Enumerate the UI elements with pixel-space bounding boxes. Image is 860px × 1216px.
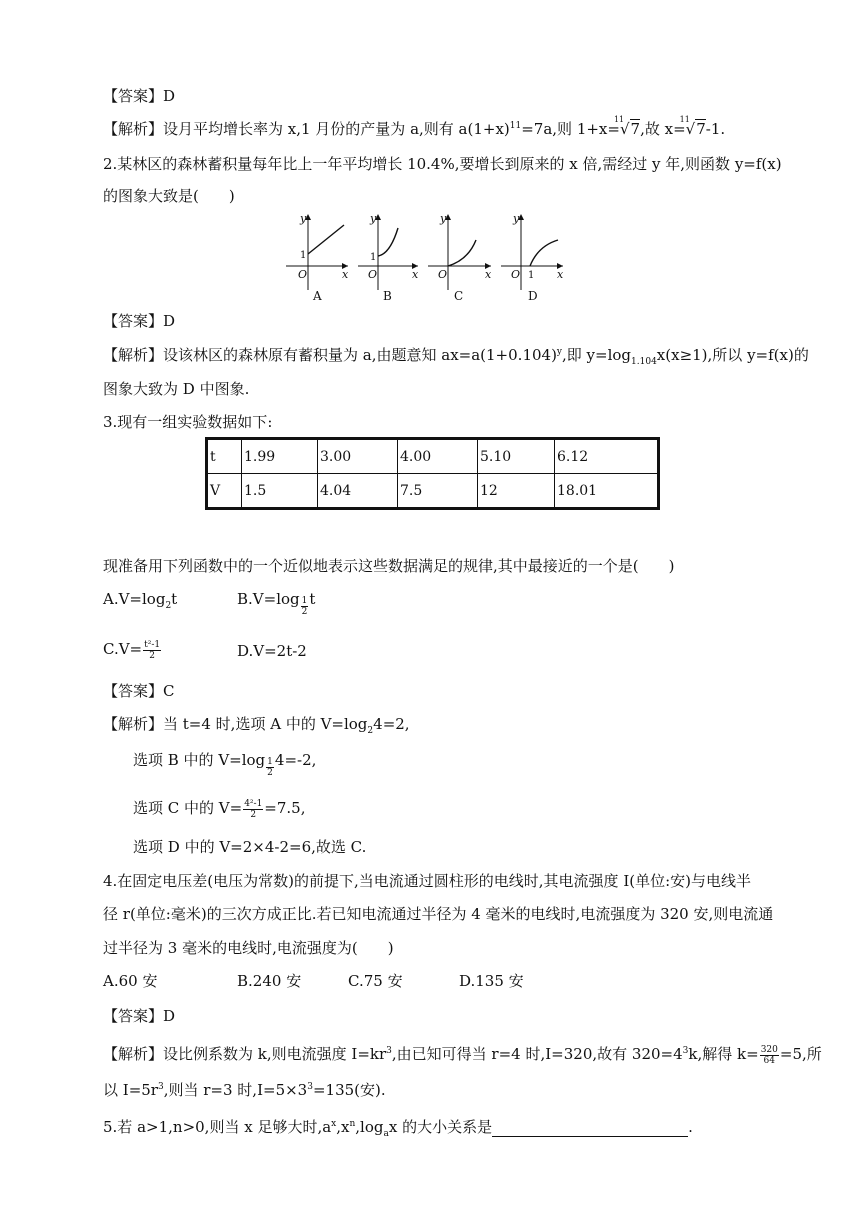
solution-text: 选项 C 中的 V= (133, 799, 243, 817)
exponent: 11 (509, 121, 522, 131)
solution-4-line-1 (103, 1044, 822, 1066)
solution-text: 【解析】设该林区的森林原有蓄积量为 a,由题意知 ax=a(1+0.104) (103, 346, 557, 364)
graph-c-curve (448, 240, 476, 266)
question-text: . (688, 1118, 693, 1136)
table-cell: 7.5 (398, 474, 478, 509)
exponent: n (349, 1119, 356, 1129)
radical: 11 √7 (686, 119, 706, 139)
log-base-fraction (301, 596, 309, 617)
solution-text: ,则当 r=3 时,I=5×3 (163, 1081, 308, 1099)
solution-text: ,由已知可得当 r=4 时,I=320,故有 320=4 (391, 1045, 683, 1063)
exponent: 3 (682, 1046, 689, 1056)
fraction (760, 1045, 779, 1066)
solution-text: 4=2, (373, 715, 410, 733)
option-text: t (309, 590, 316, 608)
x-axis-label: x (485, 268, 492, 281)
table-row (207, 439, 659, 474)
radical-index: 11 (679, 115, 690, 124)
option-c (103, 639, 162, 661)
option-b (237, 589, 315, 617)
denominator: 64 (763, 1055, 775, 1066)
y-axis-label: y (513, 212, 520, 225)
exponent: 3 (157, 1082, 164, 1092)
question-2-line-1: 2.某林区的森林蓄积量每年比上一年平均增长 10.4%,要增长到原来的 x 倍,需经过 y 年,则函数 y=f(x) (103, 155, 782, 173)
option-label-a: A (313, 289, 322, 303)
denominator: 2 (149, 650, 155, 661)
option-label-b: B (383, 289, 392, 303)
tick-label-one: 1 (370, 252, 377, 263)
numerator: 4²-1 (244, 798, 263, 809)
solution-text: =5,所 (779, 1045, 822, 1063)
table-cell: 6.12 (555, 439, 659, 474)
solution-text: 【解析】设月平均增长率为 x,1 月份的产量为 a,则有 a(1+x) (103, 120, 510, 138)
origin-label: O (511, 268, 521, 281)
denominator: 2 (250, 809, 257, 820)
solution-3-line-2 (133, 750, 316, 778)
solution-text: 选项 B 中的 V=log (133, 751, 266, 769)
solution-text: =7a,则 1+x= (521, 120, 620, 138)
graph-options-figure (286, 208, 576, 304)
graph-b-curve (378, 228, 398, 256)
option-label-d: D (528, 289, 538, 303)
solution-4-line-2 (103, 1080, 386, 1100)
question-2-line-2: 的图象大致是( ) (103, 187, 235, 205)
question-3-line-2: 现准备用下列函数中的一个近似地表示这些数据满足的规律,其中最接近的一个是( ) (103, 557, 675, 575)
question-4-option-b: B.240 安 (237, 972, 302, 990)
table-cell: 1.99 (242, 439, 318, 474)
solution-2-line-2: 图象大致为 D 中图象. (103, 380, 250, 398)
answer-label: 【答案】D (103, 1007, 176, 1025)
answer-label: 【答案】D (103, 312, 176, 330)
table-cell: 3.00 (318, 439, 398, 474)
numerator: t²-1 (144, 639, 161, 650)
solution-text: k,解得 k= (688, 1045, 759, 1063)
x-axis-label: x (342, 268, 349, 281)
origin-label: O (298, 268, 308, 281)
x-axis-label: x (412, 268, 419, 281)
solution-text: =135(安). (312, 1081, 386, 1099)
numerator: 1 (267, 757, 273, 767)
exponent: 3 (307, 1082, 313, 1092)
table-cell: 12 (478, 474, 555, 509)
question-4-line-2: 径 r(单位:毫米)的三次方成正比.若已知电流通过半径为 4 毫米的电线时,电流强度为 320 安,则电流通 (103, 905, 774, 923)
denominator: 2 (301, 607, 308, 617)
data-table (205, 437, 660, 510)
log-base: 2 (165, 601, 172, 611)
question-4-option-c: C.75 安 (348, 972, 403, 990)
table-cell: 18.01 (555, 474, 659, 509)
question-3-line-1: 3.现有一组实验数据如下: (103, 413, 273, 431)
option-text: A.V=log (103, 590, 166, 608)
y-axis-label: y (370, 212, 377, 225)
solution-text: -1. (705, 120, 726, 138)
numerator: 1 (301, 596, 308, 606)
solution-1 (103, 115, 726, 139)
denominator: 2 (267, 768, 273, 778)
solution-text: 【解析】设比例系数为 k,则电流强度 I=kr (103, 1045, 387, 1063)
y-axis-label: y (300, 212, 307, 225)
option-text: B.V=log (237, 590, 300, 608)
solution-2-line-1 (103, 345, 809, 365)
log-base: 2 (367, 726, 374, 736)
radical: 11 √7 (620, 119, 640, 139)
question-text: ,log (355, 1118, 384, 1136)
fraction (243, 799, 263, 820)
table-cell: 4.00 (398, 439, 478, 474)
tick-label-one: 1 (300, 250, 307, 261)
log-base-fraction (266, 757, 274, 778)
radical-index: 11 (613, 115, 625, 124)
solution-text: ,即 y=log (562, 346, 632, 364)
solution-3-line-4: 选项 D 中的 V=2×4-2=6,故选 C. (133, 838, 367, 856)
solution-text: 以 I=5r (103, 1081, 158, 1099)
question-text: x 的大小关系是 (388, 1118, 493, 1136)
answer-label: 【答案】C (103, 682, 175, 700)
question-4-option-d: D.135 安 (459, 972, 524, 990)
solution-text: 4=-2, (274, 751, 317, 769)
table-cell: 1.5 (242, 474, 318, 509)
question-4-line-1: 4.在固定电压差(电压为常数)的前提下,当电流通过圆柱形的电线时,其电流强度 I(单位:安)与电线半 (103, 872, 752, 890)
exponent: 3 (386, 1046, 392, 1056)
question-5 (103, 1117, 693, 1137)
exponent: x (331, 1119, 337, 1129)
radicand: 7 (696, 120, 706, 138)
log-base: a (383, 1129, 389, 1139)
option-a (103, 589, 177, 609)
graph-a-curve (308, 225, 344, 254)
solution-text: ,故 x= (640, 120, 686, 138)
log-base: 1.104 (631, 357, 657, 367)
answer-label: 【答案】D (103, 87, 176, 105)
tick-label-one: 1 (528, 270, 535, 281)
question-text: 5.若 a>1,n>0,则当 x 足够大时,a (103, 1118, 332, 1136)
option-text: t (171, 590, 178, 608)
answer-blank[interactable] (492, 1122, 688, 1137)
origin-label: O (368, 268, 378, 281)
option-text: C.V= (103, 640, 143, 658)
exponent: y (556, 347, 563, 357)
table-cell: 4.04 (318, 474, 398, 509)
solution-text: x(x≥1),所以 y=f(x)的 (656, 346, 809, 364)
fraction (143, 640, 161, 661)
solution-3-line-3 (133, 798, 306, 820)
option-label-c: C (454, 289, 464, 303)
question-4-option-a: A.60 安 (103, 972, 158, 990)
x-axis-label: x (557, 268, 564, 281)
solution-text: 【解析】当 t=4 时,选项 A 中的 V=log (103, 715, 368, 733)
option-d: D.V=2t-2 (237, 642, 307, 660)
origin-label: O (438, 268, 448, 281)
question-text: ,x (336, 1118, 350, 1136)
table-cell: t (207, 439, 242, 474)
numerator: 320 (760, 1044, 778, 1055)
table-row (207, 474, 659, 509)
y-axis-label: y (440, 212, 447, 225)
solution-3-line-1 (103, 714, 410, 734)
solution-text: =7.5, (264, 799, 306, 817)
radicand: 7 (630, 120, 641, 138)
question-4-line-3: 过半径为 3 毫米的电线时,电流强度为( ) (103, 939, 394, 957)
graph-d-curve (530, 240, 558, 266)
table-cell: 5.10 (478, 439, 555, 474)
table-cell: V (207, 474, 242, 509)
